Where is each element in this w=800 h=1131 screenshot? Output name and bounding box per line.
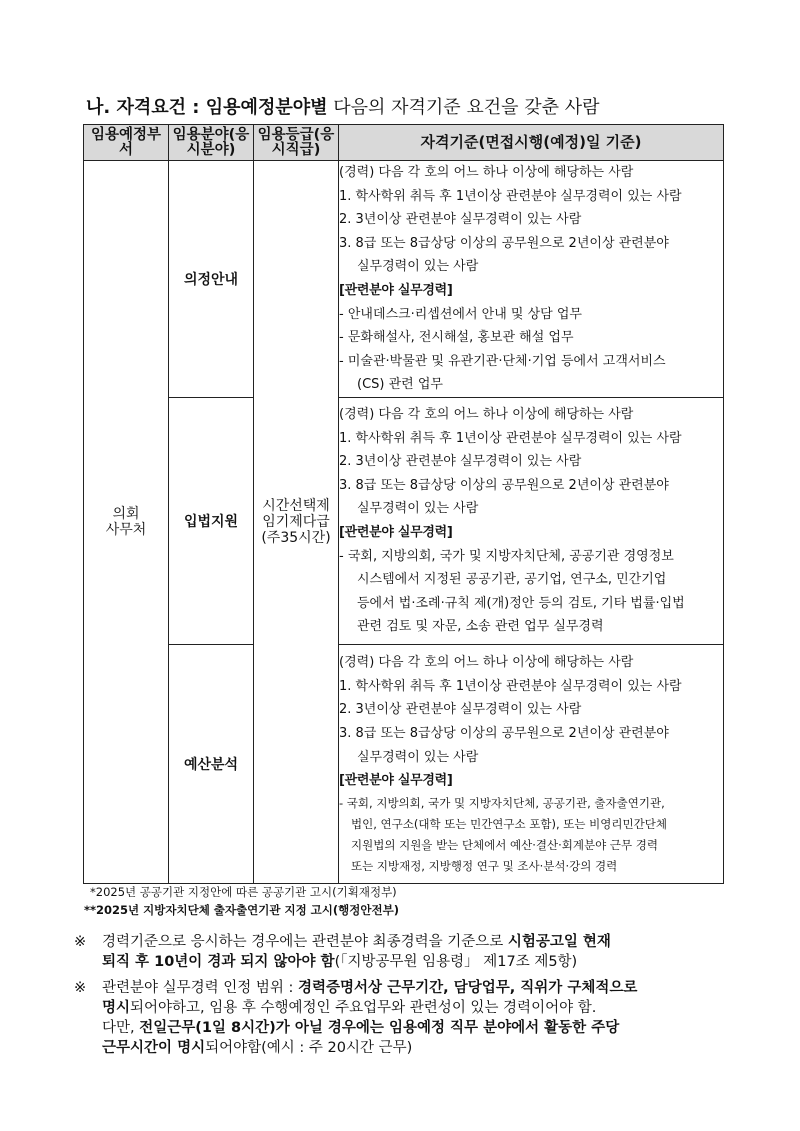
criteria-line: 1. 학사학위 취득 후 1년이상 관련분야 실무경력이 있는 사람 — [339, 430, 682, 446]
heading-suffix: 다음의 자격기준 요건을 갖춘 사람 — [327, 97, 600, 118]
criteria-line: 또는 지방재정, 지방행정 연구 및 조사·분석·강의 경력 — [351, 858, 618, 873]
note-mark: ※ — [74, 980, 87, 996]
criteria-line: (CS) 관련 업무 — [357, 377, 443, 393]
criteria-line: - 안내데스크·리셉션에서 안내 및 상담 업무 — [339, 306, 582, 322]
criteria-line: - 국회, 지방의회, 국가 및 지방자치단체, 공공기관 경영정보 — [339, 548, 674, 564]
note-mark: ※ — [74, 934, 87, 950]
heading-prefix: 나. 자격요건 : 임용예정분야별 — [86, 97, 328, 118]
criteria-line: - 국회, 지방의회, 국가 및 지방자치단체, 공공기관, 출자출연기관, — [339, 795, 665, 810]
note-career-scope: ※ 관련분야 실무경력 인정 범위 : 경력증명서상 근무기간, 담당업무, 직위가 구체적으로 명시되어야하고, 임용 후 수행예정인 주요업무와 관련성이 있는 경력이어야 함. 다만, 전일근무(1일 8시간)가 아닐 경우에는 임용예정 직무 분야에서 활동한 주당 근무시간이 명시되어야함(예시 : 주 20시간 근무) — [74, 980, 638, 1056]
header-grade: 임용등급(응시직급) — [254, 125, 339, 161]
criteria-line: 3. 8급 또는 8급상당 이상의 공무원으로 2년이상 관련분야 — [339, 725, 669, 741]
criteria-line: 3. 8급 또는 8급상당 이상의 공무원으로 2년이상 관련분야 — [339, 477, 669, 493]
criteria-subheading: [관련분야 실무경력] — [339, 524, 453, 540]
footnote-public-institution: *2025년 공공기관 지정안에 따른 공공기관 고시(기획재정부) — [90, 885, 397, 899]
header-unit: 임용예정부 서 — [84, 125, 169, 161]
criteria-line: 1. 학사학위 취득 후 1년이상 관련분야 실무경력이 있는 사람 — [339, 678, 682, 694]
criteria-line: 2. 3년이상 관련분야 실무경력이 있는 사람 — [339, 212, 582, 228]
table-row — [84, 161, 724, 398]
criteria-line: 등에서 법·조례·규칙 제(개)정안 등의 검토, 기타 법률·입법 — [357, 595, 685, 611]
criteria-line: 지원법의 지원을 받는 단체에서 예산·결산·회계분야 근무 경력 — [351, 837, 658, 852]
criteria-line: 법인, 연구소(대학 또는 민간연구소 포함), 또는 비영리민간단체 — [351, 816, 667, 831]
criteria-line: 3. 8급 또는 8급상당 이상의 공무원으로 2년이상 관련분야 — [339, 235, 669, 251]
criteria-line: 1. 학사학위 취득 후 1년이상 관련분야 실무경력이 있는 사람 — [339, 188, 682, 204]
criteria-subheading: [관련분야 실무경력] — [339, 282, 453, 298]
unit-cell: 의회 사무처 — [84, 161, 169, 884]
section-heading — [86, 96, 600, 120]
qualification-table — [83, 124, 724, 884]
table-header-row — [84, 125, 724, 161]
criteria-cell — [339, 644, 724, 883]
field-cell: 예산분석 — [169, 644, 254, 883]
criteria-line: (경력) 다음 각 호의 어느 하나 이상에 해당하는 사람 — [339, 406, 634, 422]
criteria-cell — [339, 161, 724, 398]
criteria-line: (경력) 다음 각 호의 어느 하나 이상에 해당하는 사람 — [339, 655, 634, 671]
criteria-line: - 문화해설사, 전시해설, 홍보관 해설 업무 — [339, 330, 574, 346]
table-row — [84, 644, 724, 883]
note-career-criteria: ※ 경력기준으로 응시하는 경우에는 관련분야 최종경력을 기준으로 시험공고일 현재 퇴직 후 10년이 경과 되지 않아야 함(「지방공무원 임용령」 제17조 제5항) — [74, 934, 611, 970]
criteria-line: 실무경력이 있는 사람 — [357, 749, 479, 765]
criteria-line: 2. 3년이상 관련분야 실무경력이 있는 사람 — [339, 454, 582, 470]
table-row — [84, 397, 724, 644]
criteria-cell — [339, 397, 724, 644]
field-cell: 입법지원 — [169, 397, 254, 644]
criteria-line: (경력) 다음 각 호의 어느 하나 이상에 해당하는 사람 — [339, 165, 634, 180]
grade-cell: 시간선택제 임기제다급 (주35시간) — [254, 161, 339, 884]
criteria-line: 2. 3년이상 관련분야 실무경력이 있는 사람 — [339, 702, 582, 718]
criteria-line: 실무경력이 있는 사람 — [357, 259, 479, 275]
header-field: 임용분야(응시분야) — [169, 125, 254, 161]
criteria-line: - 미술관·박물관 및 유관기관·단체·기업 등에서 고객서비스 — [339, 353, 666, 369]
field-cell: 의정안내 — [169, 161, 254, 398]
criteria-line: 관련 검토 및 자문, 소송 관련 업무 실무경력 — [357, 619, 604, 635]
criteria-line: 시스템에서 지정된 공공기관, 공기업, 연구소, 민간기업 — [357, 572, 667, 588]
criteria-line: 실무경력이 있는 사람 — [357, 501, 479, 517]
header-criteria: 자격기준(면접시행(예정)일 기준) — [339, 125, 724, 161]
criteria-subheading: [관련분야 실무경력] — [339, 773, 453, 789]
footnote-local-government: **2025년 지방자치단체 출자출연기관 지정 고시(행정안전부) — [84, 903, 399, 917]
